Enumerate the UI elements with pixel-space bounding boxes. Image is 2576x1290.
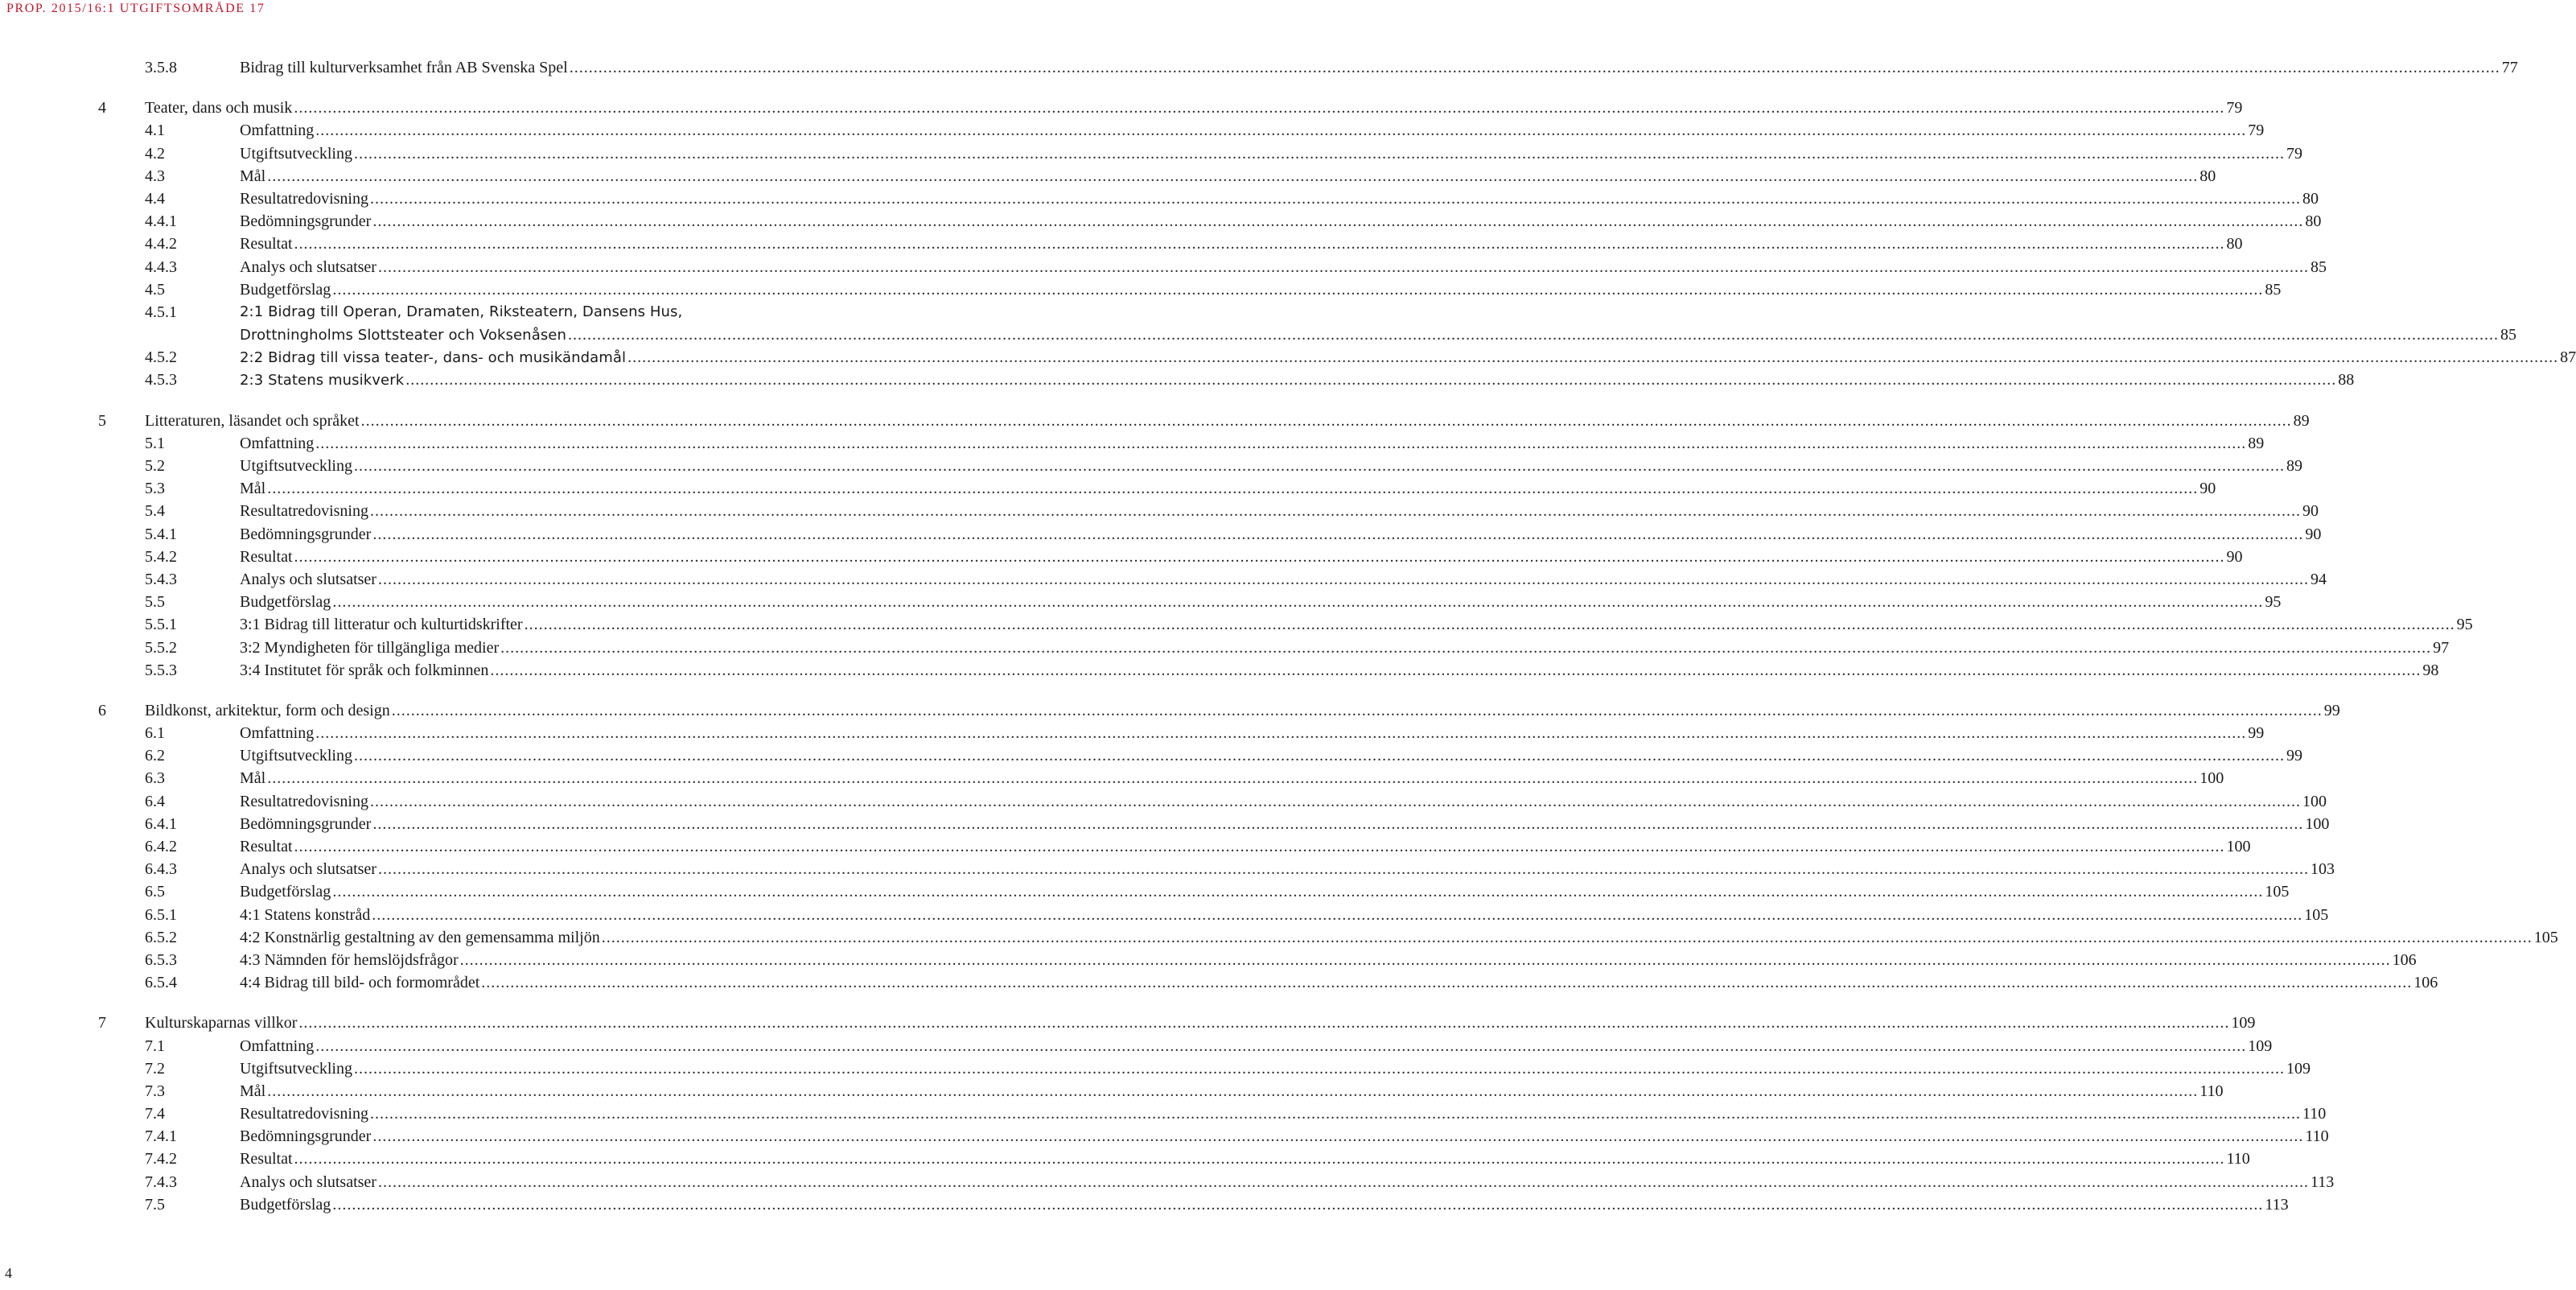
toc-entry-number: 4.1 (145, 122, 165, 140)
dot-leader: ................................................................................................................................................................................................................................................................................................................................................................................................................ (372, 905, 2303, 924)
toc-entry-page: 89 (2293, 411, 2310, 430)
toc-entry-number: 7.2 (145, 1059, 165, 1078)
toc-entry-title: Mål (240, 480, 266, 498)
dot-leader: ................................................................................................................................................................................................................................................................................................................................................................................................................ (601, 928, 2533, 946)
toc-entry-number: 6.5.4 (145, 974, 177, 992)
toc-entry-page: 80 (2199, 167, 2216, 185)
toc-entry-title: Teater, dans och musik (145, 99, 293, 117)
toc-entry-number: 5.4 (145, 502, 165, 521)
toc-entry[interactable] (0, 523, 2322, 546)
toc-entry-number: 6.4.1 (145, 814, 177, 833)
toc-entry-number: 4.4.3 (145, 258, 177, 276)
toc-entry[interactable] (0, 188, 2319, 210)
toc-entry-title: Kulturskaparnas villkor (145, 1014, 298, 1032)
table-of-contents (0, 56, 2576, 1216)
toc-entry[interactable] (0, 1057, 2311, 1080)
toc-entry[interactable] (0, 301, 2516, 346)
toc-entry-page: 80 (2305, 212, 2322, 231)
dot-leader: ................................................................................................................................................................................................................................................................................................................................................................................................................ (369, 502, 2301, 521)
toc-entry-title: Mål (240, 769, 266, 788)
toc-entry-page: 95 (2456, 616, 2473, 634)
toc-entry[interactable] (0, 1125, 2329, 1148)
toc-entry-number: 7 (98, 1014, 106, 1032)
toc-entry-title: Bedömningsgrunder (240, 814, 372, 833)
toc-entry-page: 88 (2338, 371, 2355, 389)
dot-leader: ................................................................................................................................................................................................................................................................................................................................................................................................................ (569, 59, 2500, 76)
toc-entry-title: Analys och slutsatser (240, 1173, 377, 1191)
toc-entry-title: Litteraturen, läsandet och språket (145, 411, 360, 430)
toc-entry-number: 7.3 (145, 1082, 165, 1100)
toc-entry-number: 5.5.1 (145, 616, 177, 634)
dot-leader: ................................................................................................................................................................................................................................................................................................................................................................................................................ (315, 122, 2247, 140)
toc-entry[interactable] (0, 949, 2417, 971)
toc-entry-page: 110 (2199, 1082, 2224, 1100)
toc-entry-number: 6.4 (145, 792, 165, 810)
dot-leader: ................................................................................................................................................................................................................................................................................................................................................................................................................ (372, 525, 2304, 543)
toc-entry-number: 4.5.1 (145, 303, 177, 321)
dot-leader: ................................................................................................................................................................................................................................................................................................................................................................................................................ (372, 814, 2304, 833)
toc-entry-title: Mål (240, 1082, 266, 1100)
toc-entry-number: 5.5.2 (145, 638, 177, 657)
toc-entry-title: Utgiftsutveckling (240, 1059, 352, 1078)
toc-entry[interactable] (0, 432, 2265, 455)
dot-leader: ................................................................................................................................................................................................................................................................................................................................................................................................................ (332, 280, 2264, 299)
toc-entry-number: 4 (98, 99, 106, 117)
toc-entry-page: 79 (2248, 122, 2265, 140)
toc-entry-number: 7.4.3 (145, 1173, 177, 1191)
toc-entry-number: 4.5 (145, 280, 165, 299)
toc-entry-title: 3:1 Bidrag till litteratur och kulturtidskrifter (240, 616, 523, 634)
toc-entry-page: 90 (2305, 525, 2322, 543)
toc-entry[interactable] (0, 1012, 2256, 1034)
toc-entry-number: 7.4 (145, 1105, 165, 1123)
dot-leader: ................................................................................................................................................................................................................................................................................................................................................................................................................ (294, 838, 2225, 856)
dot-leader: ................................................................................................................................................................................................................................................................................................................................................................................................................ (500, 638, 2432, 657)
toc-entry[interactable] (0, 637, 2450, 659)
toc-entry[interactable] (0, 858, 2335, 880)
toc-entry-title: Omfattning (240, 434, 315, 452)
dot-leader: ................................................................................................................................................................................................................................................................................................................................................................................................................ (332, 1195, 2264, 1214)
toc-entry[interactable] (0, 410, 2310, 432)
dot-leader: ................................................................................................................................................................................................................................................................................................................................................................................................................ (369, 189, 2301, 208)
toc-entry-page: 87 (2560, 348, 2576, 367)
toc-entry[interactable] (0, 904, 2329, 926)
dot-leader: ................................................................................................................................................................................................................................................................................................................................................................................................................ (377, 258, 2309, 276)
toc-entry-page: 110 (2302, 1105, 2327, 1123)
dot-leader: ................................................................................................................................................................................................................................................................................................................................................................................................................ (294, 235, 2225, 253)
toc-entry-title: Analys och slutsatser (240, 570, 377, 588)
toc-entry-page: 99 (2323, 701, 2340, 719)
toc-entry-page: 80 (2226, 235, 2243, 253)
dot-leader: ................................................................................................................................................................................................................................................................................................................................................................................................................ (372, 1127, 2304, 1146)
toc-entry-number: 5.1 (145, 434, 165, 452)
toc-entry[interactable] (0, 1193, 2289, 1216)
dot-leader: ................................................................................................................................................................................................................................................................................................................................................................................................................ (267, 1082, 2199, 1100)
toc-entry-title: Budgetförslag (240, 883, 331, 901)
toc-entry-number: 5.4.1 (145, 525, 177, 543)
toc-entry[interactable] (0, 97, 2243, 119)
toc-entry[interactable] (0, 744, 2302, 767)
toc-entry[interactable] (0, 369, 2355, 391)
dot-leader: ................................................................................................................................................................................................................................................................................................................................................................................................................ (369, 792, 2301, 810)
toc-entry-title: Resultatredovisning (240, 792, 368, 810)
toc-entry-number: 6.5.1 (145, 905, 177, 924)
toc-entry-page: 95 (2265, 593, 2282, 612)
toc-entry[interactable] (0, 790, 2327, 813)
toc-entry-number: 4.3 (145, 167, 165, 185)
dot-leader: ................................................................................................................................................................................................................................................................................................................................................................................................................ (524, 616, 2455, 634)
dot-leader: ................................................................................................................................................................................................................................................................................................................................................................................................................ (353, 457, 2285, 476)
toc-entry-number: 4.5.3 (145, 371, 177, 389)
toc-entry-number: 7.4.1 (145, 1127, 177, 1146)
toc-entry-title: Utgiftsutveckling (240, 457, 352, 476)
toc-entry[interactable] (0, 56, 2518, 79)
toc-entry-page: 109 (2286, 1059, 2311, 1078)
toc-entry-page: 99 (2286, 747, 2302, 765)
toc-entry[interactable] (0, 613, 2473, 636)
toc-entry-title: Resultatredovisning (240, 1105, 368, 1123)
toc-entry-number: 3.5.8 (145, 59, 177, 76)
toc-entry-number: 4.4 (145, 189, 165, 208)
toc-entry-title: 3:4 Institutet för språk och folkminnen (240, 661, 489, 679)
dot-leader: ................................................................................................................................................................................................................................................................................................................................................................................................................ (315, 1037, 2247, 1055)
running-header: PROP. 2015/16:1 UTGIFTSOMRÅDE 17 (6, 2, 265, 15)
dot-leader: ................................................................................................................................................................................................................................................................................................................................................................................................................ (294, 99, 2225, 117)
toc-entry-page: 85 (2265, 280, 2282, 299)
toc-entry-number: 4.5.2 (145, 348, 177, 367)
dot-leader: ................................................................................................................................................................................................................................................................................................................................................................................................................ (369, 1105, 2301, 1123)
dot-leader: ................................................................................................................................................................................................................................................................................................................................................................................................................ (332, 883, 2264, 901)
dot-leader: ................................................................................................................................................................................................................................................................................................................................................................................................................ (353, 747, 2285, 765)
toc-entry-title: Bedömningsgrunder (240, 212, 372, 231)
toc-entry-title: Bidrag till kulturverksamhet från AB Svenska Spel (240, 59, 568, 76)
toc-entry-page: 100 (2226, 838, 2251, 856)
toc-entry[interactable] (0, 767, 2224, 789)
toc-entry-title: Resultatredovisning (240, 502, 368, 521)
toc-entry-title: Utgiftsutveckling (240, 144, 352, 163)
dot-leader: ................................................................................................................................................................................................................................................................................................................................................................................................................ (372, 212, 2304, 231)
dot-leader: ................................................................................................................................................................................................................................................................................................................................................................................................................ (332, 593, 2264, 612)
toc-entry-page: 85 (2500, 326, 2516, 344)
toc-entry-title: Omfattning (240, 122, 315, 140)
toc-entry[interactable] (0, 568, 2327, 591)
toc-entry-title: Budgetförslag (240, 280, 331, 299)
toc-entry-number: 6.3 (145, 769, 165, 788)
toc-entry-title: Resultat (240, 838, 293, 856)
toc-entry-number: 6.2 (145, 747, 165, 765)
toc-entry-page: 113 (2265, 1195, 2289, 1214)
toc-entry-number: 4.4.2 (145, 235, 177, 253)
dot-leader: ................................................................................................................................................................................................................................................................................................................................................................................................................ (315, 724, 2247, 743)
toc-entry-number: 4.4.1 (145, 212, 177, 231)
toc-entry[interactable] (0, 165, 2216, 188)
toc-entry-title: Omfattning (240, 1037, 315, 1055)
toc-entry-page: 105 (2304, 905, 2329, 924)
toc-entry-page: 89 (2248, 434, 2265, 452)
toc-entry-number: 6.1 (145, 724, 165, 743)
toc-entry[interactable] (0, 659, 2439, 682)
toc-entry[interactable] (0, 346, 2576, 369)
toc-entry-title: 2:2 Bidrag till vissa teater-, dans- och musikändamål (240, 349, 627, 367)
toc-entry-page: 110 (2226, 1150, 2250, 1168)
toc-entry-title: 4:2 Konstnärlig gestaltning av den gemensamma miljön (240, 928, 600, 946)
toc-entry-page: 98 (2422, 661, 2439, 679)
toc-entry[interactable] (0, 722, 2265, 744)
dot-leader: ................................................................................................................................................................................................................................................................................................................................................................................................................ (267, 769, 2199, 788)
toc-entry-title: Resultat (240, 1150, 293, 1168)
toc-entry-title: Resultat (240, 547, 293, 566)
toc-entry-number: 4.2 (145, 144, 165, 163)
dot-leader: ................................................................................................................................................................................................................................................................................................................................................................................................................ (315, 434, 2247, 452)
toc-entry-number: 5.2 (145, 457, 165, 476)
toc-entry[interactable] (0, 278, 2282, 301)
toc-entry-page: 80 (2302, 189, 2319, 208)
toc-entry-title: 3:2 Myndigheten för tillgängliga medier (240, 638, 500, 657)
dot-leader: ................................................................................................................................................................................................................................................................................................................................................................................................................ (377, 1173, 2309, 1191)
toc-entry-title: Bildkonst, arkitektur, form och design (145, 701, 390, 719)
toc-entry-title: Omfattning (240, 724, 315, 743)
toc-entry[interactable] (0, 210, 2322, 233)
toc-entry[interactable] (0, 813, 2330, 835)
dot-leader: ................................................................................................................................................................................................................................................................................................................................................................................................................ (294, 547, 2225, 566)
toc-entry[interactable] (0, 835, 2251, 858)
dot-leader: ................................................................................................................................................................................................................................................................................................................................................................................................................ (298, 1014, 2230, 1032)
toc-entry-title: Resultatredovisning (240, 189, 368, 208)
dot-leader: ................................................................................................................................................................................................................................................................................................................................................................................................................ (481, 974, 2413, 992)
dot-leader: ................................................................................................................................................................................................................................................................................................................................................................................................................ (353, 144, 2285, 163)
toc-entry-page: 103 (2310, 860, 2335, 879)
dot-leader: ................................................................................................................................................................................................................................................................................................................................................................................................................ (567, 326, 2499, 344)
toc-entry-page: 94 (2310, 570, 2327, 588)
toc-entry[interactable] (0, 142, 2302, 165)
toc-entry-page: 110 (2305, 1127, 2329, 1146)
toc-entry-page: 105 (2533, 928, 2558, 946)
toc-entry-number: 5.4.3 (145, 570, 177, 588)
dot-leader: ................................................................................................................................................................................................................................................................................................................................................................................................................ (490, 661, 2422, 679)
toc-entry[interactable] (0, 1080, 2224, 1102)
toc-entry-title: Mål (240, 167, 266, 185)
toc-entry-number: 6.5.2 (145, 928, 177, 946)
toc-entry-title: 4:4 Bidrag till bild- och formområdet (240, 974, 480, 992)
toc-entry-number: 6.5 (145, 883, 165, 901)
toc-entry-number: 5.5 (145, 593, 165, 612)
toc-entry-page: 79 (2226, 99, 2243, 117)
dot-leader: ................................................................................................................................................................................................................................................................................................................................................................................................................ (267, 480, 2199, 498)
toc-entry-page: 77 (2501, 59, 2518, 76)
toc-entry[interactable] (0, 880, 2290, 903)
toc-entry-page: 89 (2286, 457, 2302, 476)
toc-entry[interactable] (0, 926, 2558, 949)
dot-leader: ................................................................................................................................................................................................................................................................................................................................................................................................................ (377, 860, 2309, 879)
toc-entry-page: 113 (2310, 1173, 2335, 1191)
toc-entry-title: Utgiftsutveckling (240, 747, 352, 765)
toc-entry-number: 7.5 (145, 1195, 165, 1214)
toc-entry-page: 100 (2305, 814, 2330, 833)
toc-entry-page: 106 (2392, 950, 2417, 969)
toc-entry-number: 7.4.2 (145, 1150, 177, 1168)
toc-entry-page: 106 (2413, 974, 2438, 992)
toc-entry-page: 109 (2248, 1037, 2273, 1055)
dot-leader: ................................................................................................................................................................................................................................................................................................................................................................................................................ (360, 411, 2292, 430)
toc-entry-title: Bedömningsgrunder (240, 525, 372, 543)
toc-entry[interactable] (0, 1171, 2335, 1193)
toc-entry-page: 109 (2231, 1014, 2256, 1032)
toc-entry-title: 4:1 Statens konstråd (240, 905, 371, 924)
toc-entry-number: 5.3 (145, 480, 165, 498)
toc-entry-number: 6 (98, 701, 106, 719)
toc-entry-title: Budgetförslag (240, 1195, 331, 1214)
toc-entry[interactable] (0, 477, 2216, 500)
toc-entry-number: 7.1 (145, 1037, 165, 1055)
toc-entry-page: 105 (2265, 883, 2290, 901)
dot-leader: ................................................................................................................................................................................................................................................................................................................................................................................................................ (377, 570, 2309, 588)
toc-entry-title: Resultat (240, 235, 293, 253)
dot-leader: ................................................................................................................................................................................................................................................................................................................................................................................................................ (628, 348, 2559, 367)
toc-entry-page: 85 (2310, 258, 2327, 276)
toc-entry-title: 2:3 Statens musikverk (240, 372, 405, 389)
toc-entry[interactable] (0, 500, 2319, 522)
toc-entry[interactable] (0, 1148, 2250, 1170)
toc-entry-page: 90 (2226, 547, 2243, 566)
toc-entry[interactable] (0, 971, 2438, 994)
toc-entry-title: Drottningholms Slottsteater och Voksenåsen (240, 327, 566, 344)
toc-entry-page: 90 (2302, 502, 2319, 521)
toc-entry-title: 4:3 Nämnden för hemslöjdsfrågor (240, 950, 459, 969)
toc-entry-page: 99 (2248, 724, 2265, 743)
dot-leader: ................................................................................................................................................................................................................................................................................................................................................................................................................ (391, 701, 2323, 719)
toc-entry-page: 100 (2199, 769, 2224, 788)
toc-entry-page: 90 (2199, 480, 2216, 498)
toc-entry-title-line1: 2:1 Bidrag till Operan, Dramaten, Riksteatern, Dansens Hus, (240, 303, 683, 320)
dot-leader: ................................................................................................................................................................................................................................................................................................................................................................................................................ (459, 950, 2391, 969)
toc-entry-number: 5.4.2 (145, 547, 177, 566)
toc-entry[interactable] (0, 1102, 2327, 1125)
toc-entry-page: 79 (2286, 144, 2302, 163)
toc-entry[interactable] (0, 233, 2243, 255)
toc-entry[interactable] (0, 699, 2340, 722)
toc-entry-number: 5 (98, 411, 106, 430)
toc-entry[interactable] (0, 546, 2243, 568)
dot-leader: ................................................................................................................................................................................................................................................................................................................................................................................................................ (353, 1059, 2285, 1078)
toc-entry[interactable] (0, 256, 2327, 278)
toc-entry[interactable] (0, 119, 2265, 142)
page-number: 4 (5, 1265, 12, 1281)
dot-leader: ................................................................................................................................................................................................................................................................................................................................................................................................................ (267, 167, 2199, 185)
dot-leader: ................................................................................................................................................................................................................................................................................................................................................................................................................ (405, 371, 2337, 389)
toc-entry-page: 100 (2302, 792, 2327, 810)
toc-entry-title: Bedömningsgrunder (240, 1127, 372, 1146)
toc-entry-page: 97 (2433, 638, 2450, 657)
toc-entry-title: Analys och slutsatser (240, 258, 377, 276)
toc-entry[interactable] (0, 455, 2302, 477)
toc-entry-number: 6.4.2 (145, 838, 177, 856)
toc-entry[interactable] (0, 1035, 2273, 1057)
toc-entry-number: 5.5.3 (145, 661, 177, 679)
dot-leader: ................................................................................................................................................................................................................................................................................................................................................................................................................ (294, 1150, 2225, 1168)
toc-entry-title: Analys och slutsatser (240, 860, 377, 879)
toc-entry-number: 6.4.3 (145, 860, 177, 879)
toc-entry[interactable] (0, 591, 2282, 613)
toc-entry-title: Budgetförslag (240, 593, 331, 612)
toc-entry-number: 6.5.3 (145, 950, 177, 969)
